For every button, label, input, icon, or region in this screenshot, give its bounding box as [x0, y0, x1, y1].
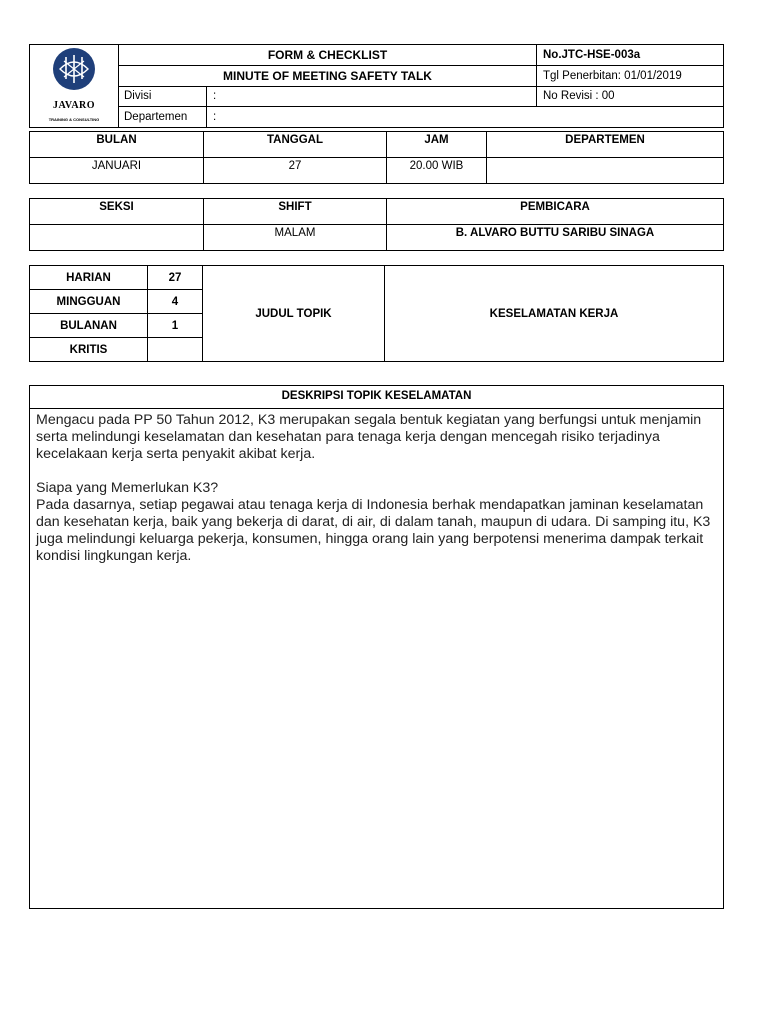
description-title: DESKRIPSI TOPIK KESELAMATAN [30, 386, 723, 409]
tanggal-value[interactable]: 27 [204, 158, 387, 184]
form-header [29, 44, 724, 128]
shift-value[interactable]: MALAM [204, 225, 387, 251]
doc-number: No.JTC-HSE-003a [537, 45, 724, 66]
frequency-topic-table [29, 265, 724, 362]
harian-value[interactable]: 27 [148, 266, 203, 290]
description-body[interactable] [30, 409, 723, 565]
divisi-label: Divisi [119, 86, 207, 107]
bulanan-value[interactable]: 1 [148, 314, 203, 338]
jam-value[interactable]: 20.00 WIB [387, 158, 487, 184]
shift-header: SHIFT [204, 199, 387, 225]
bulan-value[interactable]: JANUARI [30, 158, 204, 184]
departemen-header: DEPARTEMEN [487, 132, 724, 158]
seksi-value[interactable] [30, 225, 204, 251]
topic-label: JUDUL TOPIK [203, 266, 385, 362]
divisi-field[interactable]: : [207, 86, 537, 107]
bulan-header: BULAN [30, 132, 204, 158]
javaro-logo-icon [46, 47, 102, 95]
tanggal-header: TANGGAL [204, 132, 387, 158]
logo-subtitle: TRAINING & CONSULTING [48, 117, 100, 122]
logo-name: JAVARO [52, 100, 96, 111]
bulanan-label: BULANAN [30, 314, 148, 338]
topic-value[interactable]: KESELAMATAN KERJA [385, 266, 724, 362]
issue-date: Tgl Penerbitan: 01/01/2019 [537, 65, 724, 86]
seksi-header: SEKSI [30, 199, 204, 225]
departemen-field[interactable]: : [207, 107, 724, 128]
kritis-value[interactable] [148, 338, 203, 362]
logo-cell [30, 45, 119, 128]
mingguan-label: MINGGUAN [30, 290, 148, 314]
description-question: Siapa yang Memerlukan K3? [36, 480, 219, 496]
form-title: FORM & CHECKLIST [119, 45, 537, 66]
pembicara-value[interactable]: B. ALVARO BUTTU SARIBU SINAGA [387, 225, 724, 251]
description-box [29, 385, 724, 909]
departemen-value[interactable] [487, 158, 724, 184]
revision-number: No Revisi : 00 [537, 86, 724, 107]
speaker-table [29, 198, 724, 251]
schedule-table [29, 131, 724, 184]
mingguan-value[interactable]: 4 [148, 290, 203, 314]
description-paragraph-2: Pada dasarnya, setiap pegawai atau tenaga kerja di Indonesia berhak mendapatkan jaminan keselamatan dan kesehatan kerja, baik yang bekerja di darat, di air, di dalam tanah, maupun di udara. Di samping itu, K3 juga melindungi keluarga pekerja, konsumen, hingga orang lain yang berpotensi menerima dampak terkait kondisi lingkungan kerja. [36, 497, 711, 564]
description-paragraph-1: Mengacu pada PP 50 Tahun 2012, K3 merupakan segala bentuk kegiatan yang berfungsi untuk menjamin serta melindungi keselamatan dan kesehatan para tenaga kerja dengan mencegah risiko terjadinya kecelakaan kerja serta penyakit akibat kerja. [36, 412, 702, 462]
form-subtitle: MINUTE OF MEETING SAFETY TALK [119, 65, 537, 86]
harian-label: HARIAN [30, 266, 148, 290]
kritis-label: KRITIS [30, 338, 148, 362]
departemen-label: Departemen [119, 107, 207, 128]
jam-header: JAM [387, 132, 487, 158]
pembicara-header: PEMBICARA [387, 199, 724, 225]
